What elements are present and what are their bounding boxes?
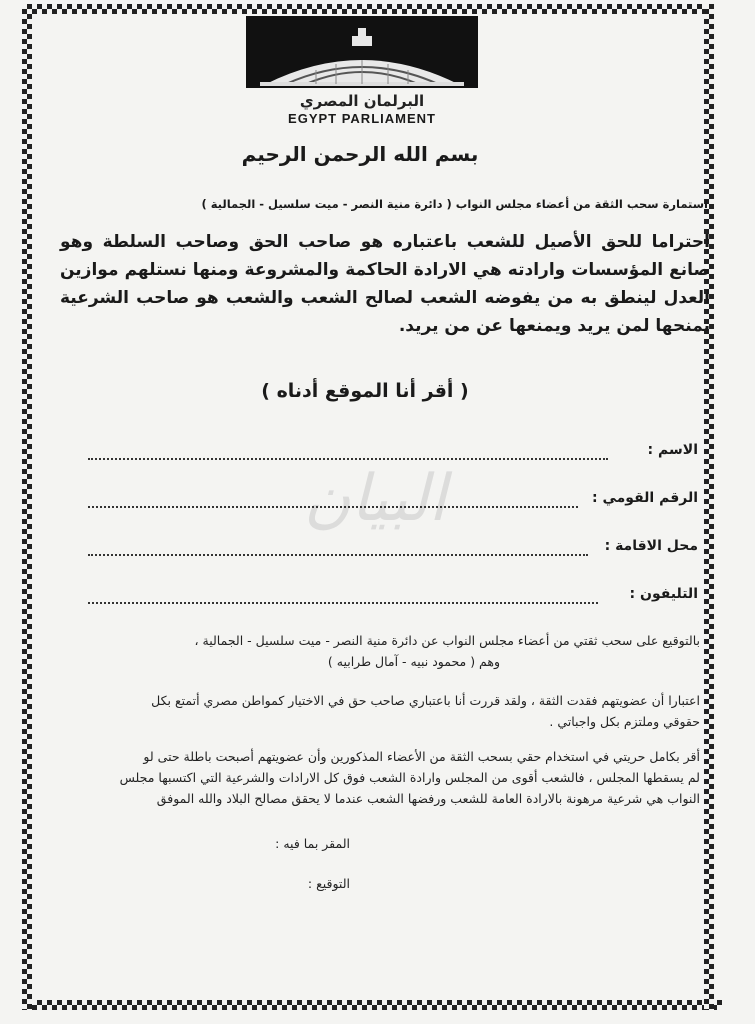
phone-field-label: التليفون : <box>629 586 698 602</box>
signature-label[interactable]: التوقيع : <box>307 876 350 891</box>
parliament-header <box>246 16 478 126</box>
parliament-arabic-name: البرلمان المصري <box>299 92 425 110</box>
withdrawal-line-2: وهم ( محمود نبيه - آمال طرابيه ) <box>327 654 500 669</box>
reason-line-2: حقوقي وملتزم بكل واجباتي . <box>549 714 700 729</box>
residence-field-label: محل الاقامة : <box>604 538 698 554</box>
national-id-field-label: الرقم القومي : <box>592 490 698 506</box>
parliament-english-name: EGYPT PARLIAMENT <box>288 111 436 126</box>
checkered-border-bottom <box>22 1000 722 1010</box>
checkered-border-right <box>704 4 714 1010</box>
declaration-heading: ( أقر أنا الموقع أدناه ) <box>261 380 469 402</box>
affirmation-line-1: أقر بكامل حريتي في استخدام حقي بسحب الثقة من الأعضاء المذكورين وأن عضويتهم أصبحت باطلة حتى لو <box>143 749 700 764</box>
withdrawal-line-1: بالتوقيع على سحب ثقتي من أعضاء مجلس النواب عن دائرة منية النصر - ميت سلسيل - الجمالية ، <box>194 633 700 648</box>
affirmation-line-3: النواب هي شرعية مرهونة بالارادة العامة للشعب ورفضها الشعب عندما لا يحقق مصالح البلاد والله الموفق <box>156 791 700 806</box>
national-id-field-line[interactable] <box>88 506 578 508</box>
reason-paragraph <box>66 690 700 732</box>
checkered-border-top <box>22 4 712 14</box>
parliament-dome-logo <box>246 16 478 88</box>
declarant-label: المقر بما فيه : <box>275 836 350 851</box>
intro-paragraph: احتراما للحق الأصيل للشعب باعتباره هو صاحب الحق وصاحب السلطة وهو صانع المؤسسات وارادته هي الارادة الحاكمة والمشروعة ومنها نستلهم موازين العدل لينطق به من يفوضه الشعب لصالح الشعب والشعب هو صاحب الشرعية يمنحها لمن يريد ويمنعها عن من يريد. <box>60 232 710 336</box>
affirmation-line-2: لم يسقطها المجلس ، فالشعب أقوى من المجلس وارادة الشعب فوق كل الارادات والشرعية التي اكتسبها مجلس <box>119 770 700 785</box>
residence-field-line[interactable] <box>88 554 588 556</box>
affirmation-paragraph <box>66 746 700 809</box>
residence-field[interactable] <box>88 538 698 562</box>
withdrawal-paragraph <box>70 630 700 672</box>
checkered-border-left <box>22 4 32 1010</box>
name-field-line[interactable] <box>88 458 608 460</box>
parliament-dome-icon <box>246 16 478 88</box>
name-field-label: الاسم : <box>647 442 698 458</box>
watermark-logo: البيان <box>303 462 447 536</box>
reason-line-1: اعتبارا أن عضويتهم فقدت الثقة ، ولقد قررت أنا باعتباري صاحب حق في الاختيار كمواطن مصري أتمتع بكل <box>151 693 700 708</box>
national-id-field[interactable] <box>88 490 698 514</box>
name-field[interactable] <box>88 442 698 466</box>
basmala-heading: بسم الله الرحمن الرحيم <box>241 142 479 166</box>
phone-field-line[interactable] <box>88 602 598 604</box>
phone-field[interactable] <box>88 586 698 610</box>
form-subject-line: استمارة سحب الثقة من أعضاء مجلس النواب ( دائرة منية النصر - ميت سلسيل - الجمالية ) <box>201 197 708 211</box>
